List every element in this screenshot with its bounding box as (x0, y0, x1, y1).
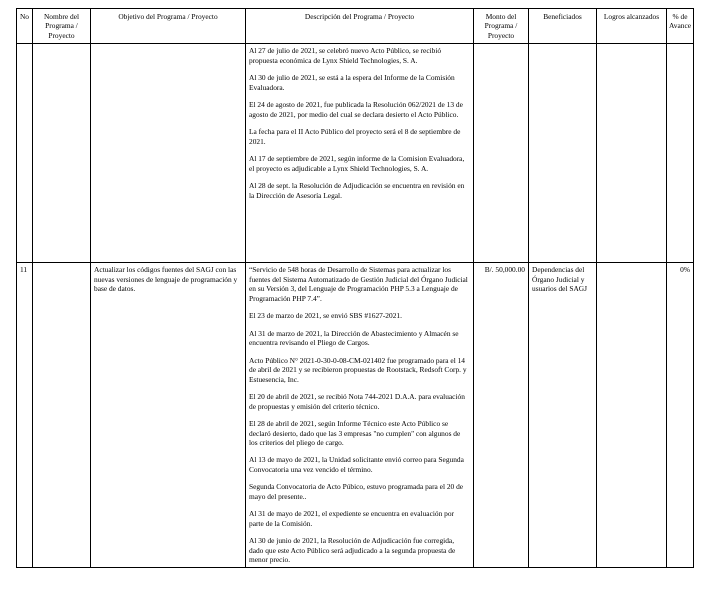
header-logros: Logros alcanzados (597, 9, 667, 44)
header-beneficiados: Beneficiados (529, 9, 597, 44)
description-paragraph: La fecha para el II Acto Público del proyecto será el 8 de septiembre de 2021. (249, 127, 461, 146)
description-paragraph: El 28 de abril de 2021, según Informe Técnico este Acto Público se declaró desierto, dado que las 3 empresas "no cumplen" con algunos de los criterios del pliego de cargo. (249, 419, 461, 447)
header-no: No (17, 9, 33, 44)
header-objetivo: Objetivo del Programa / Proyecto (91, 9, 246, 44)
cell-nombre (33, 263, 91, 567)
description-paragraph: El 24 de agosto de 2021, fue publicada la Resolución 062/2021 de 13 de agosto de 2021, por medio del cual se declara desierto el Acto Público. (249, 100, 463, 119)
description-paragraph: Al 30 de julio de 2021, se está a la espera del Informe de la Comisión Evaluadora. (249, 73, 455, 92)
header-descripcion: Descripción del Programa / Proyecto (246, 9, 474, 44)
cell-objetivo: Actualizar los códigos fuentes del SAGJ con las nuevas versiones de lenguaje de programación y base de datos. (91, 263, 246, 567)
table-row (17, 263, 694, 567)
description-paragraph: Segunda Convocatoria de Acto Púbico, estuvo programada para el 20 de mayo del presente.. (249, 482, 464, 501)
cell-nombre (33, 44, 91, 263)
description-paragraph: Al 17 de septiembre de 2021, según informe de la Comision Evaluadora, el proyecto es adjudicable a Lynx Shield Technologies, S. A. (249, 154, 465, 173)
cell-monto: B/. 50,000.00 (474, 263, 529, 567)
programs-table (16, 8, 694, 568)
description-paragraph: Acto Público N° 2021-0-30-0-08-CM-021402 fue programado para el 14 de abril de 2021 y se recibieron propuestas de Rootstack, Redsoft Corp. y Estuesencia, Inc. (249, 355, 467, 384)
header-row (17, 9, 694, 44)
cell-avance (667, 44, 694, 263)
description-paragraph: Al 13 de mayo de 2021, la Unidad solicitante envió correo para Segunda Convocatoria una vez vencido el término. (249, 455, 464, 474)
description-paragraph: Al 31 de mayo de 2021, el expediente se encuentra en evaluación por parte de la Comisión. (249, 509, 455, 528)
header-monto: Monto del Programa / Proyecto (474, 9, 529, 44)
cell-logros (597, 263, 667, 567)
cell-beneficiados: Dependencias del Órgano Judicial y usuarios del SAGJ (529, 263, 597, 567)
table-row (17, 44, 694, 263)
description-paragraph: Al 27 de julio de 2021, se celebró nuevo Acto Público, se recibió propuesta económica de Lynx Shield Technologies, S. A. (249, 46, 442, 65)
description-paragraph: Al 31 de marzo de 2021, la Dirección de Abastecimiento y Almacén se encuentra revisando el Pliego de Cargos. (249, 328, 459, 348)
cell-avance: 0% (667, 263, 694, 567)
cell-beneficiados (529, 44, 597, 263)
description-paragraph: “Servicio de 548 horas de Desarrollo de Sistemas para actualizar los fuentes del Sistema Automatizado de Gestión Judicial del Órgano Judicial en su Versión 3, del Lenguaje de Programación PHP 5.3 a Lenguaje de Programación PHP 7.4”. (249, 265, 468, 303)
description-paragraph: Al 30 de junio de 2021, la Resolución de Adjudicación fue corregida, dado que este Acto Público será adjudicado a la segunda propuesta de menor precio. (249, 536, 456, 565)
cell-logros (597, 44, 667, 263)
description-paragraph: Al 28 de sept. la Resolución de Adjudicación se encuentra en revisión en la Dirección de Asesoría Legal. (249, 181, 465, 200)
cell-monto (474, 44, 529, 263)
description-paragraph: El 20 de abril de 2021, se recibió Nota 744-2021 D.A.A. para evaluación de propuestas y emisión del criterio técnico. (249, 392, 465, 411)
cell-no (17, 44, 33, 263)
cell-no: 11 (17, 263, 33, 567)
header-avance: % de Avance (667, 9, 694, 44)
cell-objetivo (91, 44, 246, 263)
cell-descripcion (246, 263, 474, 567)
header-nombre: Nombre del Programa / Proyecto (33, 9, 91, 44)
description-paragraph: El 23 de marzo de 2021, se envió SBS #1627-2021. (249, 311, 402, 321)
cell-descripcion (246, 44, 474, 263)
